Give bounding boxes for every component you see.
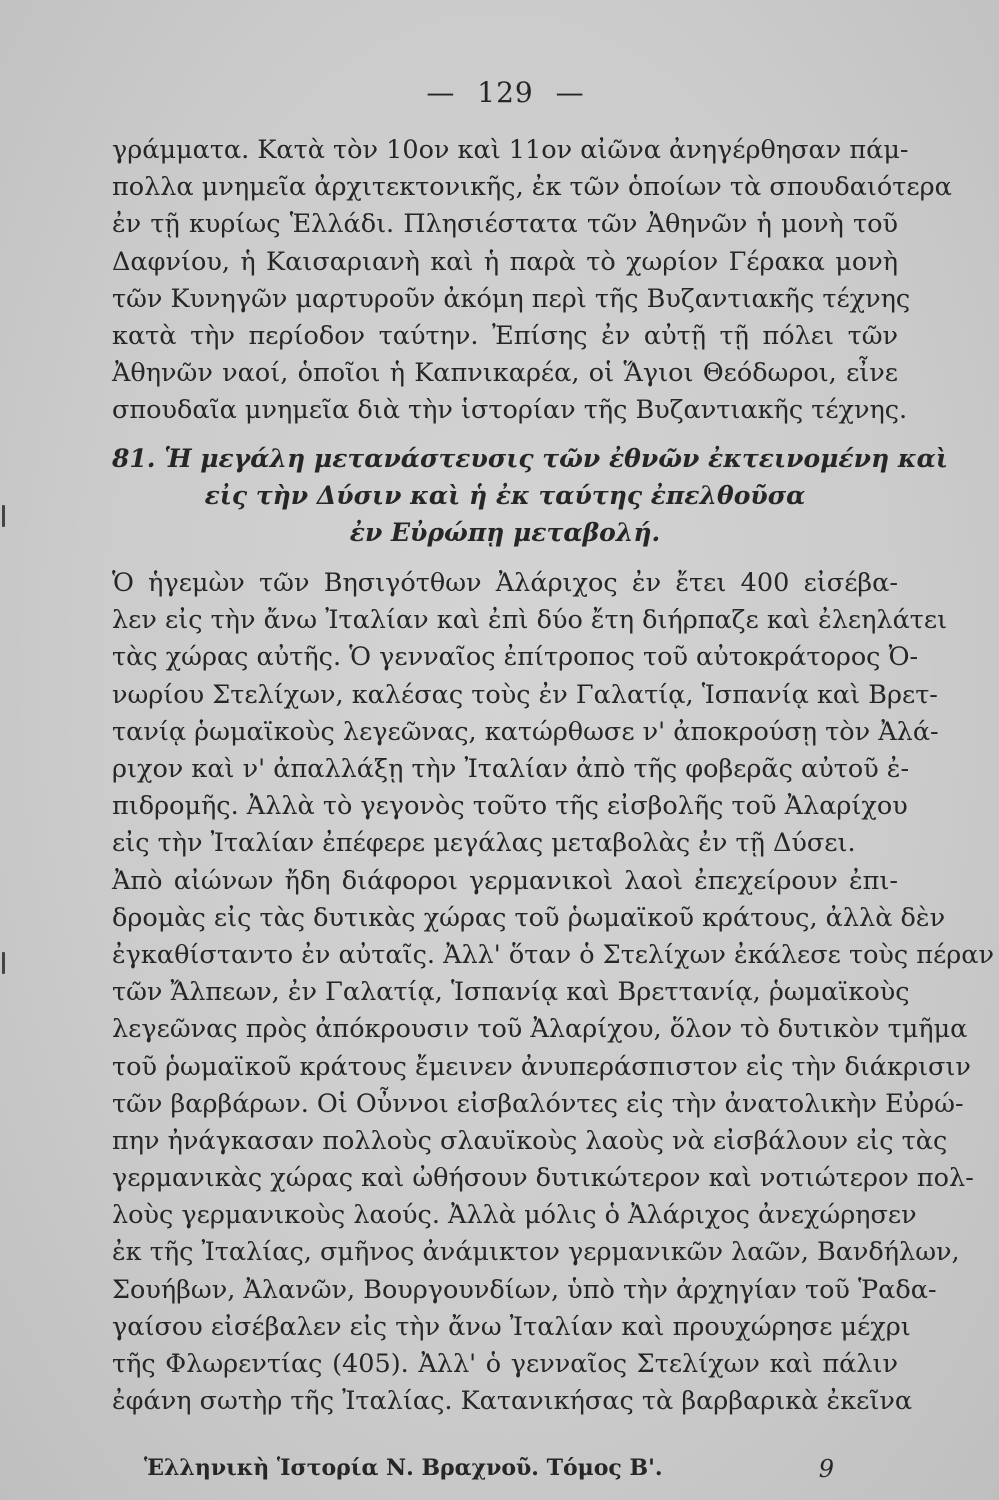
text-line: ριχον καὶ ν' ἀπαλλάξῃ τὴν Ἰταλίαν ἀπὸ τῆς φοβερᾶς αὐτοῦ ἐ- xyxy=(112,754,910,784)
text-line: τῶν Κυνηγῶν μαρτυροῦν ἀκόμη περὶ τῆς Βυζαντιακῆς τέχνης xyxy=(112,283,911,314)
text-line: εἰς τὴν Ἰταλίαν ἐπέφερε μεγάλας μεταβολὰς ἐν τῇ Δύσει. xyxy=(112,828,856,859)
text-line: τανίᾳ ῥωμαϊκοὺς λεγεῶνας, κατώρθωσε ν' ἀποκρούσῃ τὸν Ἀλά- xyxy=(112,716,939,747)
text-line: τοῦ ῥωμαϊκοῦ κράτους ἔμεινεν ἀνυπεράσπιστον εἰς τὴν διάκρισιν xyxy=(112,1051,971,1082)
text-line: τὰς χώρας αὐτῆς. Ὁ γενναῖος ἐπίτροπος τοῦ αὐτοκράτορος Ὀ- xyxy=(112,642,919,673)
text-line: πολλα μνημεῖα ἀρχιτεκτονικῆς, ἐκ τῶν ὁποίων τὰ σπουδαιότερα xyxy=(112,172,952,203)
text-line: ἐκ τῆς Ἰταλίας, σμῆνος ἀνάμικτον γερμανικῶν λαῶν, Βανδήλων, xyxy=(112,1237,960,1268)
text-line: ἐφάνη σωτὴρ τῆς Ἰταλίας. Κατανικήσας τὰ βαρβαρικὰ ἐκεῖνα xyxy=(112,1386,913,1417)
section-heading xyxy=(112,440,948,552)
signature-mark: 9 xyxy=(818,1455,834,1483)
text-line: πιδρομῆς. Ἀλλὰ τὸ γεγονὸς τοῦτο τῆς εἰσβολῆς τοῦ Ἀλαρίχου xyxy=(112,791,908,822)
text-line: Σουήβων, Ἀλανῶν, Βουργουνδίων, ὑπὸ τὴν ἀρχηγίαν τοῦ Ῥαδα- xyxy=(112,1274,937,1305)
text-line: λεν εἰς τὴν ἄνω Ἰταλίαν καὶ ἐπὶ δύο ἔτη διήρπαζε καὶ ἐλεηλάτει xyxy=(112,605,948,636)
paragraph-3 xyxy=(112,863,994,1421)
text-line: τῆς Φλωρεντίας (405). Ἀλλ' ὁ γενναῖος Στελίχων καὶ πάλιν xyxy=(112,1349,898,1379)
text-line: νωρίου Στελίχων, καλέσας τοὺς ἐν Γαλατίᾳ, Ἱσπανίᾳ καὶ Βρετ- xyxy=(112,679,938,710)
text-line: δρομὰς εἰς τὰς δυτικὰς χώρας τοῦ ῥωμαϊκοῦ κράτους, ἀλλὰ δὲν xyxy=(112,902,946,933)
paragraph-1 xyxy=(112,132,952,430)
heading-line: εἰς τὴν Δύσιν καὶ ἡ ἐκ ταύτης ἐπελθοῦσα xyxy=(204,480,806,510)
page-number: — 129 — xyxy=(426,76,585,109)
page-footer xyxy=(144,1455,834,1483)
heading-line: ἐν Εὐρώπῃ μεταβολή. xyxy=(349,517,661,547)
text-line: τῶν Ἄλπεων, ἐν Γαλατίᾳ, Ἱσπανίᾳ καὶ Βρεττανίᾳ, ῥωμαϊκοὺς xyxy=(112,977,910,1008)
text-line: ἐγκαθίσταντο ἐν αὐταῖς. Ἀλλ' ὅταν ὁ Στελίχων ἐκάλεσε τοὺς πέραν xyxy=(112,939,994,970)
text-line: Ὁ ἡγεμὼν τῶν Βησιγότθων Ἀλάριχος ἐν ἔτει 400 εἰσέβα- xyxy=(112,568,898,599)
text-line: γράμματα. Κατὰ τὸν 10ον καὶ 11ον αἰῶνα ἀνηγέρθησαν πάμ- xyxy=(112,135,909,165)
text-line: γερμανικὰς χώρας καὶ ὠθήσουν δυτικώτερον καὶ νοτιώτερον πολ- xyxy=(112,1163,974,1194)
margin-mark xyxy=(2,505,5,527)
text-line: Ἀπὸ αἰώνων ἤδη διάφοροι γερμανικοὶ λαοὶ ἐπεχείρουν ἐπι- xyxy=(112,865,898,896)
text-line: πην ἠνάγκασαν πολλοὺς σλαυϊκοὺς λαοὺς νὰ εἰσβάλουν εἰς τὰς xyxy=(112,1125,948,1156)
margin-mark xyxy=(2,952,5,974)
paragraph-2 xyxy=(112,565,948,863)
heading-line: 81. Ἡ μεγάλη μετανάστευσις τῶν ἐθνῶν ἐκτεινομένη καὶ xyxy=(112,443,948,473)
text-line: σπουδαῖα μνημεῖα διὰ τὴν ἱστορίαν τῆς Βυζαντιακῆς τέχνης. xyxy=(112,395,908,426)
text-line: Δαφνίου, ἡ Καισαριανὴ καὶ ἡ παρὰ τὸ χωρίον Γέρακα μονὴ xyxy=(112,246,898,277)
text-line: ἐν τῇ κυρίως Ἑλλάδι. Πλησιέστατα τῶν Ἀθηνῶν ἡ μονὴ τοῦ xyxy=(112,209,898,240)
text-line: λοὺς γερμανικοὺς λαούς. Ἀλλὰ μόλις ὁ Ἀλάριχος ἀνεχώρησεν xyxy=(112,1200,917,1231)
text-line: Ἀθηνῶν ναοί, ὁποῖοι ἡ Καπνικαρέα, οἱ Ἅγιοι Θεόδωροι, εἶνε xyxy=(112,358,898,389)
text-line: τῶν βαρβάρων. Οἱ Οὖννοι εἰσβαλόντες εἰς τὴν ἀνατολικὴν Εὐρώ- xyxy=(112,1088,964,1119)
page-body xyxy=(112,132,994,1420)
text-line: λεγεῶνας πρὸς ἀπόκρουσιν τοῦ Ἀλαρίχου, ὅλον τὸ δυτικὸν τμῆμα xyxy=(112,1014,968,1045)
text-line: κατὰ τὴν περίοδον ταύτην. Ἐπίσης ἐν αὐτῇ τῇ πόλει τῶν xyxy=(112,320,898,351)
book-title-footer: Ἑλληνικὴ Ἱστορία Ν. Βραχνοῦ. Τόμος Β'. xyxy=(144,1455,663,1481)
text-line: γαίσου εἰσέβαλεν εἰς τὴν ἄνω Ἰταλίαν καὶ προυχώρησε μέχρι xyxy=(112,1311,911,1342)
